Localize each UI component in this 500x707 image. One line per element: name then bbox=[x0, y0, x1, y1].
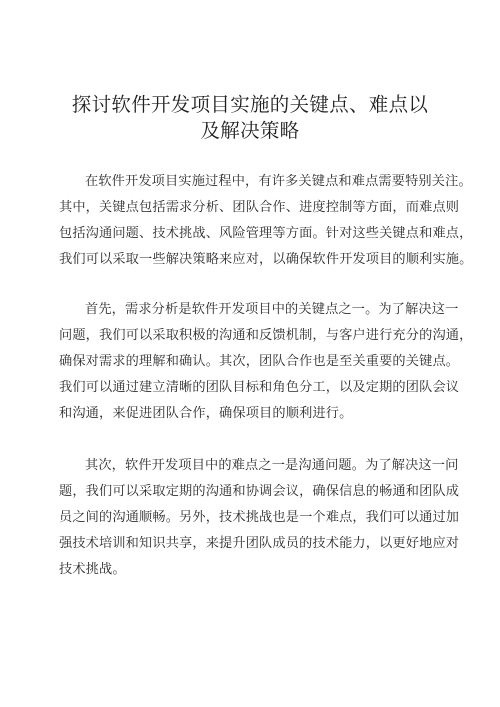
paragraph-3-line-4: 强技术培训和知识共享，来提升团队成员的技术能力，以更好地应对 bbox=[59, 536, 460, 551]
paragraph-1-line-3: 包括沟通问题、技术挑战、风险管理等方面。针对这些关键点和难点， bbox=[59, 226, 473, 241]
title-line-1: 探讨软件开发项目实施的关键点、难点以 bbox=[71, 93, 429, 116]
paragraph-3-line-1: 其次，软件开发项目中的难点之一是沟通问题。为了解决这一问 bbox=[85, 458, 459, 473]
paragraph-1-line-1: 在软件开发项目实施过程中，有许多关键点和难点需要特别关注。 bbox=[85, 174, 472, 189]
paragraph-2-line-3: 确保对需求的理解和确认。其次，团队合作也是至关重要的关键点。 bbox=[59, 354, 460, 369]
paragraph-1-line-4: 我们可以采取一些解决策略来应对，以确保软件开发项目的顺利实施。 bbox=[59, 252, 473, 267]
paragraph-3-line-3: 员之间的沟通顺畅。另外，技术挑战也是一个难点，我们可以通过加 bbox=[59, 510, 460, 525]
paragraph-2-line-4: 我们可以通过建立清晰的团队目标和角色分工，以及定期的团队会议 bbox=[59, 380, 460, 395]
paragraph-2-line-5: 和沟通，来促进团队合作，确保项目的顺利进行。 bbox=[59, 406, 353, 421]
title-line-2: 及解决策略 bbox=[200, 119, 300, 142]
paragraph-1-line-2: 其中，关键点包括需求分析、团队合作、进度控制等方面，而难点则 bbox=[59, 200, 460, 215]
paragraph-3-line-5: 技术挑战。 bbox=[59, 562, 126, 577]
paragraph-2-line-2: 问题，我们可以采取积极的沟通和反馈机制，与客户进行充分的沟通， bbox=[59, 328, 473, 343]
paragraph-2-line-1: 首先，需求分析是软件开发项目中的关键点之一。为了解决这一 bbox=[85, 302, 459, 317]
paragraph-3-line-2: 题，我们可以采取定期的沟通和协调会议，确保信息的畅通和团队成 bbox=[59, 484, 460, 499]
